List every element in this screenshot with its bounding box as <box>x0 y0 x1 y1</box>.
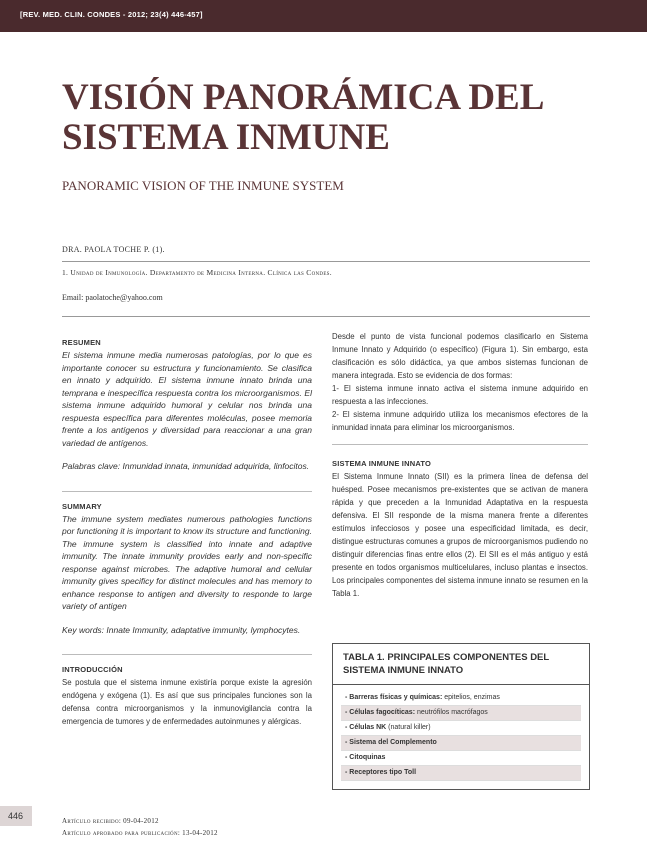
affiliation: 1. Unidad de Inmunología. Departamento de Medicina Interna. Clínica las Condes. <box>62 268 332 277</box>
table-row: - Receptores tipo Toll <box>341 766 581 781</box>
divider <box>62 261 590 262</box>
left-column <box>62 338 312 728</box>
summary-heading: SUMMARY <box>62 501 102 511</box>
journal-reference: [REV. MED. CLIN. CONDES - 2012; 23(4) 446-457] <box>20 10 203 19</box>
right-column <box>332 330 588 600</box>
received-date: Artículo recibido: 09-04-2012 <box>62 817 159 825</box>
sii-heading: SISTEMA INMUNE INNATO <box>332 459 432 468</box>
intro-point-2: 2- El sistema inmune adquirido utiliza los mecanismos efectores de la inmunidad innata para eliminar los microorganismos. <box>332 410 588 432</box>
page-number-tab <box>0 806 32 826</box>
table-body <box>333 685 589 789</box>
resumen-keywords: Palabras clave: Inmunidad innata, inmunidad adquirida, linfocitos. <box>62 461 310 471</box>
table-title: TABLA 1. PRINCIPALES COMPONENTES DEL SISTEMA INMUNE INNATO <box>333 644 589 685</box>
divider <box>62 491 312 492</box>
introduccion-text: Se postula que el sistema inmune existiría porque existe la agresión endógena y exógena (1). Es así que sus principales funciones son la defensa contra microorganismos y la inmunovigilancia contra la emergencia de tumores y de enfermedades autoinmunes y alérgicas. <box>62 678 312 726</box>
article-subtitle: PANORAMIC VISION OF THE INMUNE SYSTEM <box>62 178 344 193</box>
table-row: - Células NK (natural killer) <box>341 721 581 736</box>
approved-date: Artículo aprobado para publicación: 13-04-2012 <box>62 829 218 837</box>
article-title: VISIÓN PANORÁMICA DEL SISTEMA INMUNE <box>62 77 543 158</box>
table-row: - Células fagocíticas: neutrófilos macrófagos <box>341 706 581 721</box>
divider <box>332 444 588 445</box>
summary-text: The immune system mediates numerous pathologies functions por functioning it is important to know its structure and functioning. The immune system is classified into innate and adaptive immunity. The innate immunity provides early and non-specific response against microbes. The adaptive humoral and cellular immunity gives specificy for distinct molecules and has memory to enhance response to antigen and diversity to responde to large variety of antigen <box>62 513 312 611</box>
summary-keywords: Key words: Innate Immunity, adaptative immunity, lymphocytes. <box>62 624 301 635</box>
table-1 <box>332 643 590 790</box>
introduccion-heading: INTRODUCCIÓN <box>62 665 123 674</box>
table-row: - Barreras físicas y químicas: epitelios, enzimas <box>341 691 581 706</box>
table-row: - Sistema del Complemento <box>341 736 581 751</box>
divider <box>62 316 590 317</box>
author-email: Email: paolatoche@yahoo.com <box>62 293 163 302</box>
divider <box>62 654 312 655</box>
intro-paragraph: Desde el punto de vista funcional podemos clasificarlo en Sistema Inmune Innato y Adquirido (o específico) (Figura 1). Sin embargo, esta clasificación es sólo didáctica, ya que ambos sistemas funcionan de manera integrada. Esto se evidencia de dos formas: <box>332 332 588 380</box>
intro-point-1: 1- El sistema inmune innato activa el sistema inmune adquirido en respuesta a las infecciones. <box>332 384 588 406</box>
page-number: 446 <box>8 811 24 821</box>
resumen-heading: RESUMEN <box>62 338 101 347</box>
sii-text: El Sistema Inmune Innato (SII) es la primera línea de defensa del huésped. Posee mecanismos pre-existentes que se activan de manera rápida y que preceden a la Inmunidad Adaptativa en la respuesta defensiva. El SII responde de la misma manera frente a diferentes estímulos infecciosos y posee una especificidad limitada, es decir, distingue estructuras comunes a grupos de microorganismos pudiendo no distinguir diferencias finas entre ellos (2). El SII es el más antiguo y está presente en todos organismos multicelulares, incluso plantas e insectos. Los principales componentes del sistema inmune innato se resumen en la Tabla 1. <box>332 472 588 598</box>
resumen-text: El sistema inmune media numerosas patologías, por lo que es importante conocer su estructura y funcionamiento. Se clasifica en innato y adquirido. El sistema inmune innato brinda una temprana e inespecífica respuesta contra los microorganismos. El sistema inmune adquirido humoral y celular nos brinda una respuesta específica para diferentes moléculas, posee memoria frente a los antígenos y diversidad para reaccionar a una gran variedad de antígenos. <box>62 350 312 448</box>
journal-header-bar <box>0 0 647 32</box>
author: DRA. PAOLA TOCHE P. (1). <box>62 245 165 254</box>
table-row: - Citoquinas <box>341 751 581 766</box>
article-dates <box>62 815 218 839</box>
